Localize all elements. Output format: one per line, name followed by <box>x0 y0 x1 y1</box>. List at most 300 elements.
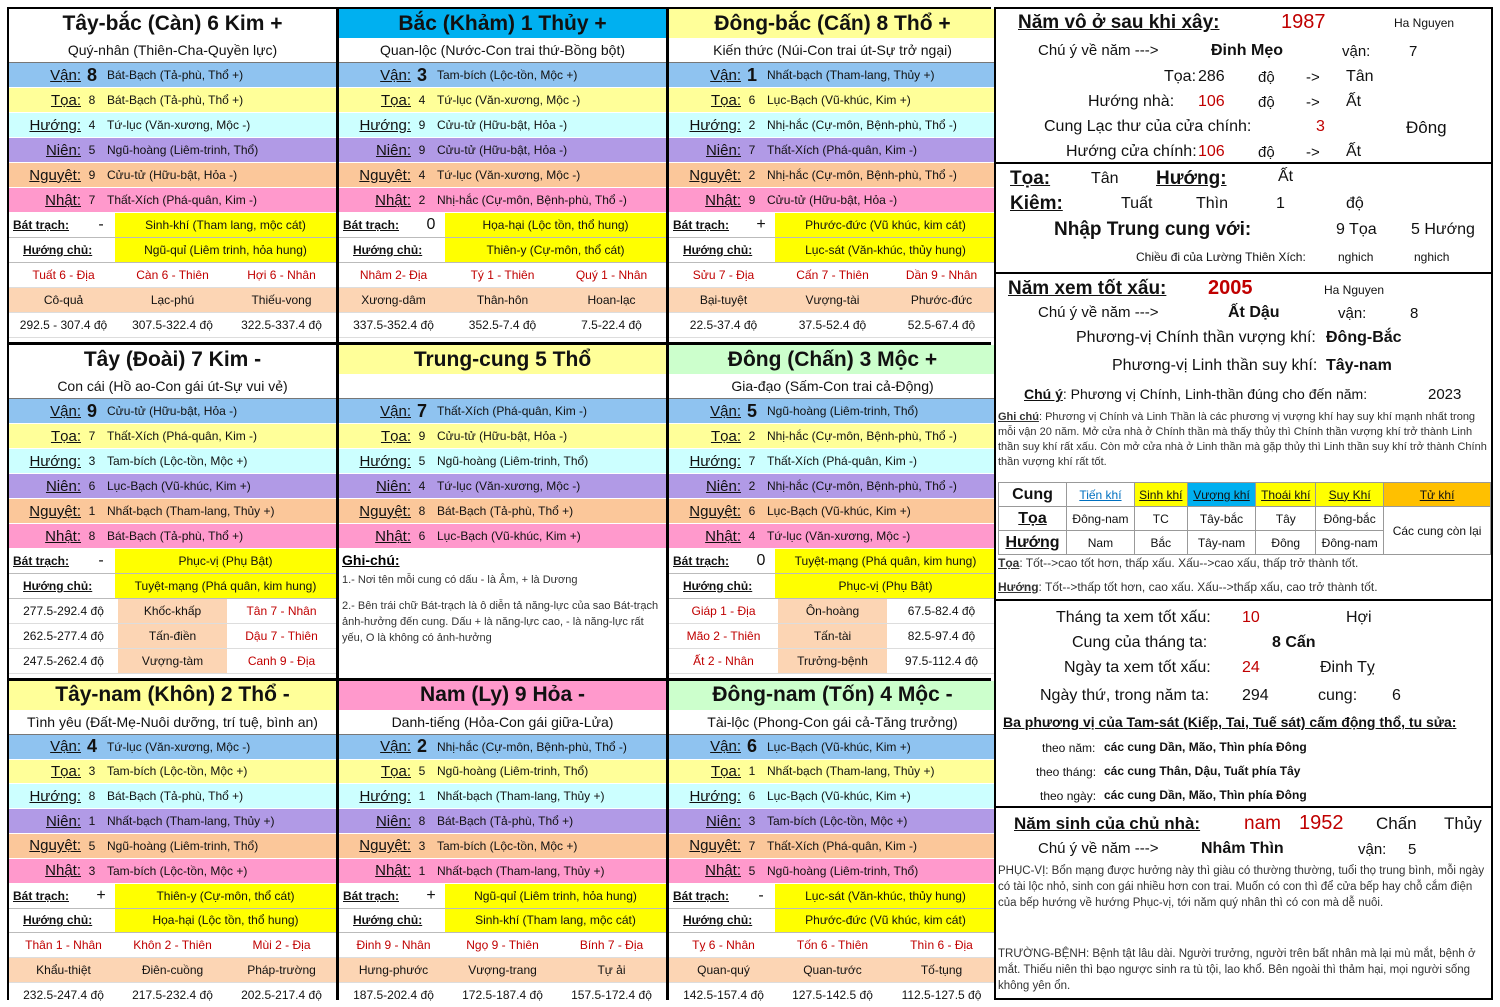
star-number: 4 <box>418 479 426 493</box>
day-cung: 6 <box>1392 687 1401 704</box>
star-row <box>339 474 666 499</box>
star-desc: Nhị-hắc (Cự-môn, Bệnh-phù, Thổ -) <box>767 479 957 493</box>
star-desc: Nhất-bạch (Tham-lang, Thủy +) <box>437 863 605 878</box>
qi-header: Tử khí <box>1384 483 1491 507</box>
palace-title: Tây-bắc (Càn) 6 Kim + <box>9 9 336 38</box>
star-label: Niên: <box>705 812 741 830</box>
star-label: Nguyệt: <box>29 837 81 855</box>
star-row <box>339 499 666 524</box>
sector-cell: Thân-hôn <box>448 288 557 312</box>
build-year: 1987 <box>1281 11 1326 33</box>
star-row <box>9 188 336 213</box>
sector-cell: Vượng-tàm <box>118 649 227 673</box>
sector-cell: 37.5-52.4 độ <box>798 318 867 332</box>
tamsat-heading: Ba phương vị của Tam-sát (Kiếp, Tai, Tuế sát) cấm động thổ, tu sửa: <box>1003 714 1457 730</box>
star-desc: Tam-bích (Lộc-tồn, Mộc +) <box>107 863 248 878</box>
sector-cell: Khốc-khấp <box>118 599 227 623</box>
star-number: 7 <box>748 143 756 157</box>
sector-cell: Dậu 7 - Thiên <box>245 629 318 643</box>
chuy-label: Chú ý <box>1024 386 1063 402</box>
sector-row <box>339 983 666 1007</box>
star-desc: Tam-bích (Lộc-tồn, Mộc +) <box>767 814 908 829</box>
tamsat-day: các cung Dần, Mão, Thìn phía Đông <box>1104 788 1307 802</box>
star-label: Hướng: <box>689 116 741 134</box>
star-label: Vận: <box>710 738 741 756</box>
star-row <box>669 88 996 113</box>
star-desc: Tam-bích (Lộc-tồn, Mộc +) <box>437 68 578 82</box>
owner-chi: Chấn <box>1376 814 1417 833</box>
palace-title: Trung-cung 5 Thổ <box>339 345 666 374</box>
star-number: 9 <box>418 429 426 443</box>
sector-cell: Canh 9 - Địa <box>247 654 316 668</box>
star-label: Hướng: <box>29 116 81 134</box>
day-of-year-label: Ngày thứ, trong năm ta: <box>1040 687 1210 704</box>
star-row <box>339 760 666 785</box>
sector-cell: Tố-tụng <box>887 958 996 982</box>
sector-cell: 97.5-112.4 độ <box>904 654 979 668</box>
star-number: 5 <box>748 863 756 878</box>
sector-cell: 232.5-247.4 độ <box>23 988 104 1003</box>
sector-cell: 187.5-202.4 độ <box>353 988 434 1003</box>
star-number: 5 <box>746 400 757 421</box>
star-row <box>9 63 336 88</box>
huong-chu-label: Hướng chủ: <box>353 913 423 928</box>
sector-cell: Đinh 9 - Nhân <box>356 938 431 953</box>
ghichu-label: Ghi chú <box>998 411 1039 423</box>
degree-unit: độ <box>1258 69 1275 86</box>
day-value: 24 <box>1242 659 1260 676</box>
sector-row <box>9 958 336 983</box>
bat-trach-sign: + <box>96 886 106 904</box>
sector-cell: 82.5-97.4 độ <box>907 629 976 643</box>
star-row <box>9 138 336 163</box>
sector-cell: Ất 2 - Nhân <box>693 654 754 668</box>
sector-cell: 7.5-22.4 độ <box>581 318 642 332</box>
star-desc: Lục-Bạch (Vũ-khúc, Kim +) <box>767 504 911 518</box>
palace-title: Bắc (Khảm) 1 Thủy + <box>339 9 666 38</box>
palace-subtitle: Danh-tiếng (Hỏa-Con gái giữa-Lửa) <box>339 710 666 735</box>
huong-chu-value: Họa-hại (Lộc tồn, thổ hung) <box>115 909 336 933</box>
star-label: Vận: <box>50 66 81 84</box>
sector-row <box>669 599 996 624</box>
star-label: Hướng: <box>359 787 411 805</box>
sector-cell: Vượng-tài <box>778 288 887 312</box>
day-of-year: 294 <box>1242 687 1269 704</box>
palace-title: Đông (Chấn) 3 Mộc + <box>669 345 996 374</box>
star-row <box>669 163 996 188</box>
sector-cell: 157.5-172.4 độ <box>571 988 652 1003</box>
star-row <box>339 784 666 809</box>
star-number: 6 <box>748 93 756 107</box>
star-number: 5 <box>88 838 96 853</box>
huong-chu-row <box>9 238 336 263</box>
star-label: Nguyệt: <box>359 166 411 184</box>
month-cung: 8 Cấn <box>1272 634 1316 651</box>
star-label: Nhật: <box>45 862 81 880</box>
tamsat-month-label: theo tháng: <box>1036 765 1097 779</box>
star-number: 9 <box>418 118 426 132</box>
star-label: Niên: <box>45 141 81 159</box>
star-row <box>339 524 666 549</box>
star-number: 1 <box>748 764 756 779</box>
star-desc: Tứ-lục (Văn-xương, Mộc -) <box>767 529 911 543</box>
bat-trach-label: Bát trạch: <box>13 554 70 568</box>
star-row <box>9 399 336 424</box>
palace-cell <box>9 681 336 1007</box>
canchi: Đinh Mẹo <box>1211 42 1283 59</box>
sector-cell: Ngọ 9 - Thiên <box>466 938 539 953</box>
palace-title: Đông-nam (Tốn) 4 Mộc - <box>669 681 996 710</box>
sector-cell: Khẩu-thiệt <box>9 958 118 982</box>
qi-table <box>998 482 1491 555</box>
sector-cell: 262.5-277.4 độ <box>23 629 104 643</box>
sector-cell: 172.5-187.4 độ <box>462 988 543 1003</box>
star-label: Hướng: <box>29 787 81 805</box>
sector-cell: Thân 1 - Nhân <box>25 938 102 953</box>
star-number: 3 <box>88 863 96 878</box>
palace-title: Đông-bắc (Cấn) 8 Thổ + <box>669 9 996 38</box>
huong-chu-value: Lục-sát (Văn-khúc, thủy hung) <box>775 238 996 262</box>
kiem-3: 1 <box>1276 195 1285 212</box>
star-label: Tọa: <box>710 427 741 445</box>
toa-label: Tọa: <box>1164 68 1197 85</box>
qi-cell: Các cung còn lại <box>1384 507 1491 555</box>
star-desc: Bát-Bạch (Tả-phù, Thổ +) <box>107 789 244 804</box>
star-number: 5 <box>418 454 426 468</box>
star-desc: Lục-Bạch (Vũ-khúc, Kim +) <box>767 789 911 804</box>
star-desc: Bát-Bạch (Tả-phù, Thổ +) <box>437 814 574 829</box>
cung-direction: Đông <box>1406 118 1447 137</box>
tamsat-month: các cung Thân, Dậu, Tuất phía Tây <box>1104 764 1301 778</box>
sector-cell: Mùi 2 - Địa <box>252 938 311 953</box>
info-panel <box>994 7 1493 1000</box>
huong-chu-label: Hướng chủ: <box>353 243 423 257</box>
star-row <box>9 735 336 760</box>
star-row <box>669 188 996 213</box>
bat-trach-label: Bát trạch: <box>13 218 70 232</box>
huong-chu-label: Hướng chủ: <box>23 913 93 928</box>
star-label: Nhật: <box>375 527 411 545</box>
sector-cell: 142.5-157.4 độ <box>683 988 764 1003</box>
star-number: 4 <box>88 118 96 132</box>
sector-cell: Quý 1 - Nhân <box>575 268 648 282</box>
star-number: 2 <box>748 168 756 182</box>
sector-row <box>339 933 666 958</box>
star-row <box>9 474 336 499</box>
star-label: Tọa: <box>50 91 81 109</box>
star-desc: Tam-bích (Lộc-tồn, Mộc +) <box>107 764 248 779</box>
star-number: 1 <box>746 64 757 85</box>
star-row <box>9 163 336 188</box>
year-note-label: Chú ý về năm ---> <box>1038 840 1159 857</box>
sector-cell: Tý 1 - Thiên <box>470 268 535 282</box>
legend-toa <box>998 556 1358 570</box>
build-year-label: Năm vô ở sau khi xây: <box>1018 12 1220 33</box>
star-desc: Ngũ-hoàng (Liêm-trinh, Thổ) <box>437 764 589 779</box>
qi-header: Vượng khí <box>1187 483 1256 507</box>
owner-gender: nam <box>1244 813 1281 834</box>
sector-row <box>339 263 666 288</box>
month-canchi: Hợi <box>1346 609 1372 626</box>
sector-cell: Xương-dâm <box>339 288 448 312</box>
qi-header: Suy Khí <box>1316 483 1384 507</box>
toa-degree: 286 <box>1198 68 1225 85</box>
star-desc: Tứ-lục (Văn-xương, Mộc -) <box>107 118 251 132</box>
view-year-label: Năm xem tốt xấu: <box>1008 278 1167 299</box>
tamsat-day-label: theo ngày: <box>1040 789 1097 803</box>
star-row <box>669 399 996 424</box>
star-row <box>339 449 666 474</box>
cung-value: 3 <box>1316 118 1325 135</box>
star-desc: Thất-Xích (Phá-quân, Kim -) <box>767 838 918 853</box>
star-desc: Cửu-tử (Hữu-bật, Hỏa -) <box>437 143 568 157</box>
palace-title: Tây-nam (Khôn) 2 Thổ - <box>9 681 336 710</box>
star-row <box>669 735 996 760</box>
star-number: 2 <box>748 429 756 443</box>
star-desc: Ngũ-hoàng (Liêm-trinh, Thổ) <box>107 143 259 157</box>
star-desc: Nhất-bạch (Tham-lang, Thủy +) <box>767 68 935 82</box>
sector-cell: 352.5-7.4 độ <box>468 318 537 332</box>
sector-cell: Thìn 6 - Địa <box>910 938 973 953</box>
star-number: 1 <box>88 504 96 518</box>
sector-cell: 202.5-217.4 độ <box>241 988 322 1003</box>
huong-chu-row <box>669 574 996 599</box>
sector-cell: 322.5-337.4 độ <box>241 318 322 332</box>
owner-section <box>996 810 1491 1000</box>
sector-cell: Thiếu-vong <box>227 288 336 312</box>
star-number: 8 <box>88 789 96 804</box>
star-number: 7 <box>88 429 96 443</box>
star-label: Tọa: <box>380 427 411 445</box>
sector-row <box>669 288 996 313</box>
sector-cell: Quan-quý <box>669 958 778 982</box>
star-number: 9 <box>748 193 756 207</box>
bat-trach-value: Lục-sát (Văn-khúc, thủy hung) <box>775 884 996 908</box>
star-label: Nguyệt: <box>29 166 81 184</box>
bat-trach-sign: - <box>98 552 104 569</box>
sector-row <box>669 649 996 674</box>
huong-chu-row <box>339 238 666 263</box>
star-number: 2 <box>748 118 756 132</box>
star-row <box>669 63 996 88</box>
sector-row <box>9 933 336 958</box>
bat-trach-row <box>9 884 336 909</box>
sector-cell: Điên-cuồng <box>118 958 227 982</box>
bat-trach-row <box>9 213 336 238</box>
sector-cell: Quan-tước <box>778 958 887 982</box>
kiem-1: Tuất <box>1121 195 1153 212</box>
star-row <box>669 449 996 474</box>
bat-trach-row <box>669 213 996 238</box>
sector-cell: Tân 7 - Nhân <box>246 604 317 618</box>
tamsat-year-label: theo năm: <box>1042 741 1096 755</box>
palace-subtitle: Tài-lộc (Phong-Con gái cả-Tăng trưởng) <box>669 710 996 735</box>
star-label: Nguyệt: <box>359 837 411 855</box>
star-desc: Nhất-bạch (Tham-lang, Thủy +) <box>107 814 275 829</box>
huong-chu-label: Hướng chủ: <box>683 243 753 257</box>
star-label: Nguyệt: <box>689 837 741 855</box>
sector-cell: Phước-đức <box>887 288 996 312</box>
van-value: 8 <box>1410 305 1419 322</box>
star-number: 6 <box>88 479 96 493</box>
sector-cell: 127.5-142.5 độ <box>792 988 873 1003</box>
qi-cell: Nam <box>1067 531 1135 555</box>
date-section <box>996 601 1491 808</box>
sector-row <box>669 313 996 338</box>
bat-trach-sign: 0 <box>426 216 436 233</box>
qi-row-label: Hướng <box>999 531 1067 555</box>
star-row <box>9 424 336 449</box>
star-desc: Cửu-tử (Hữu-bật, Hỏa -) <box>767 193 898 207</box>
star-desc: Tam-bích (Lộc-tồn, Mộc +) <box>437 838 578 853</box>
star-desc: Ngũ-hoàng (Liêm-trinh, Thổ) <box>437 454 589 468</box>
star-row <box>9 809 336 834</box>
star-label: Niên: <box>705 477 741 495</box>
star-desc: Lục-Bạch (Vũ-khúc, Kim +) <box>107 479 251 493</box>
star-label: Vận: <box>380 402 411 420</box>
star-number: 6 <box>748 789 756 804</box>
star-row <box>669 809 996 834</box>
star-row <box>9 449 336 474</box>
star-number: 1 <box>418 789 426 804</box>
star-desc: Nhất-bạch (Tham-lang, Thủy +) <box>767 764 935 779</box>
star-row <box>339 163 666 188</box>
note-2: 2.- Bên trái chữ Bát-trạch là ô diễn tả năng-lực của sao Bát-trạch ảnh-hưởng đến cung. Dấu + là năng-lực cao, - là năng-lực rất yếu, O là không có ảnh-hưởng <box>342 600 659 644</box>
arrow: -> <box>1306 144 1320 161</box>
star-label: Nguyệt: <box>359 502 411 520</box>
sector-cell: Bính 7 - Địa <box>579 938 644 953</box>
huong-chu-row <box>9 574 336 599</box>
sector-cell: Tấn-tài <box>778 624 887 648</box>
sector-cell: 277.5-292.4 độ <box>23 604 104 618</box>
star-label: Hướng: <box>689 787 741 805</box>
sector-row <box>9 983 336 1007</box>
palace-subtitle: Kiến thức (Núi-Con trai út-Sự trở ngại) <box>669 38 996 63</box>
star-number: 8 <box>88 93 96 107</box>
qi-cell: Đông <box>1256 531 1316 555</box>
sector-row <box>9 599 336 624</box>
star-number: 9 <box>88 168 96 182</box>
year-note-label: Chú ý về năm ---> <box>1038 304 1159 321</box>
bat-trach-label: Bát trạch: <box>673 218 730 232</box>
van-label: vận: <box>1342 43 1371 60</box>
sector-cell: Dần 9 - Nhân <box>905 268 978 282</box>
palace-title: Nam (Ly) 9 Hỏa - <box>339 681 666 710</box>
star-label: Hướng: <box>689 452 741 470</box>
palace-cell <box>9 345 336 678</box>
star-row <box>669 474 996 499</box>
sector-cell: Khôn 2 - Thiên <box>133 938 212 953</box>
sector-cell: 52.5-67.4 độ <box>907 318 976 332</box>
day-canchi: Đinh Tỵ <box>1320 659 1375 676</box>
sector-row <box>9 624 336 649</box>
bat-trach-row <box>9 549 336 574</box>
sector-cell: 112.5-127.5 độ <box>901 988 982 1003</box>
star-number: 7 <box>416 400 427 421</box>
star-label: Nhật: <box>375 191 411 209</box>
star-label: Niên: <box>375 812 411 830</box>
star-number: 2 <box>418 193 426 207</box>
star-desc: Ngũ-hoàng (Liêm-trinh, Thổ) <box>767 863 919 878</box>
qi-cell: Đông-nam <box>1067 507 1135 531</box>
legend-huong-text: : Tốt-->thấp tốt hơn, cao xấu. Xấu-->thấp xấu, cao trở thành tốt. <box>1038 580 1378 594</box>
star-desc: Cửu-tử (Hữu-bật, Hỏa -) <box>107 404 238 418</box>
bat-trach-sign: 0 <box>756 552 766 569</box>
star-number: 7 <box>88 193 96 207</box>
star-label: Nhật: <box>45 191 81 209</box>
qi-row-label: Tọa <box>999 507 1067 531</box>
star-row <box>9 113 336 138</box>
author: Ha Nguyen <box>1394 16 1455 30</box>
star-row <box>669 859 996 884</box>
star-number: 8 <box>88 529 96 543</box>
truong-benh-text: TRƯỜNG-BỆNH: Bệnh tật lâu dài. Người trưởng, người trên bất nhân mà lại mù mắt, bệnh ở mắt. Thiếu niên thì bạo ngược sinh ra tù tội, lao khổ. Bên ngoài thì thảm hại, mọi người sống không yên ổn. <box>998 948 1476 992</box>
chuy-text: : Phương vị Chính, Linh-thần đúng cho đến năm: <box>1062 386 1368 402</box>
huong-chu-row <box>339 909 666 934</box>
sector-cell: Bại-tuyệt <box>669 288 778 312</box>
palace-cell <box>339 345 666 678</box>
owner-hanh: Thủy <box>1444 814 1482 833</box>
huong-chu-value: Tuyệt-mạng (Phá quân, kim hung) <box>115 574 336 598</box>
star-desc: Lục-Bạch (Vũ-khúc, Kim +) <box>767 93 911 107</box>
linh-value: Tây-nam <box>1326 357 1392 374</box>
month-label: Tháng ta xem tốt xấu: <box>1056 609 1211 626</box>
star-row <box>339 399 666 424</box>
huong-chu-row <box>9 909 336 934</box>
huong-chu-label: Hướng chủ: <box>683 579 753 593</box>
bat-trach-row <box>669 549 996 574</box>
huong-chu-label: Hướng chủ: <box>683 913 753 928</box>
star-row <box>669 760 996 785</box>
sector-row <box>339 288 666 313</box>
sector-cell: Tuất 6 - Địa <box>32 268 95 282</box>
tamsat-year: các cung Dần, Mão, Thìn phía Đông <box>1104 740 1307 754</box>
huong-value: Ất <box>1278 168 1294 185</box>
star-desc: Thất-Xích (Phá-quân, Kim -) <box>767 143 918 157</box>
star-row <box>339 113 666 138</box>
sector-cell: Ôn-hoàng <box>778 599 887 623</box>
bat-trach-label: Bát trạch: <box>343 218 400 232</box>
door-degree: 106 <box>1198 143 1225 160</box>
star-desc: Bát-Bạch (Tả-phù, Thổ +) <box>107 68 244 82</box>
star-desc: Thất-Xích (Phá-quân, Kim -) <box>107 193 258 207</box>
degree-unit: độ <box>1258 144 1275 161</box>
star-desc: Thất-Xích (Phá-quân, Kim -) <box>107 429 258 443</box>
huong-chu-value: Phước-đức (Vũ khúc, kim cát) <box>775 909 996 933</box>
star-row <box>339 188 666 213</box>
nhap-huong: 5 Hướng <box>1411 221 1475 238</box>
star-number: 3 <box>88 454 96 468</box>
van-value: 7 <box>1409 43 1418 60</box>
ghichu-block <box>998 410 1489 470</box>
star-row <box>669 784 996 809</box>
bat-trach-label: Bát trạch: <box>343 888 400 903</box>
bagua-grid <box>7 7 991 1003</box>
sector-row <box>669 933 996 958</box>
star-desc: Bát-Bạch (Tả-phù, Thổ +) <box>437 504 574 518</box>
star-desc: Cửu-tử (Hữu-bật, Hỏa -) <box>437 118 568 132</box>
star-desc: Nhị-hắc (Cự-môn, Bệnh-phù, Thổ -) <box>767 429 957 443</box>
sector-row <box>9 649 336 674</box>
palace-subtitle: Con cái (Hồ ao-Con gái út-Sự vui vẻ) <box>9 374 336 399</box>
star-row <box>9 760 336 785</box>
huong-chu-row <box>669 238 996 263</box>
qi-cell: Đông-nam <box>1316 531 1384 555</box>
star-label: Nhật: <box>375 862 411 880</box>
sector-cell: Tự ải <box>557 958 666 982</box>
star-row <box>669 524 996 549</box>
sector-row <box>669 263 996 288</box>
